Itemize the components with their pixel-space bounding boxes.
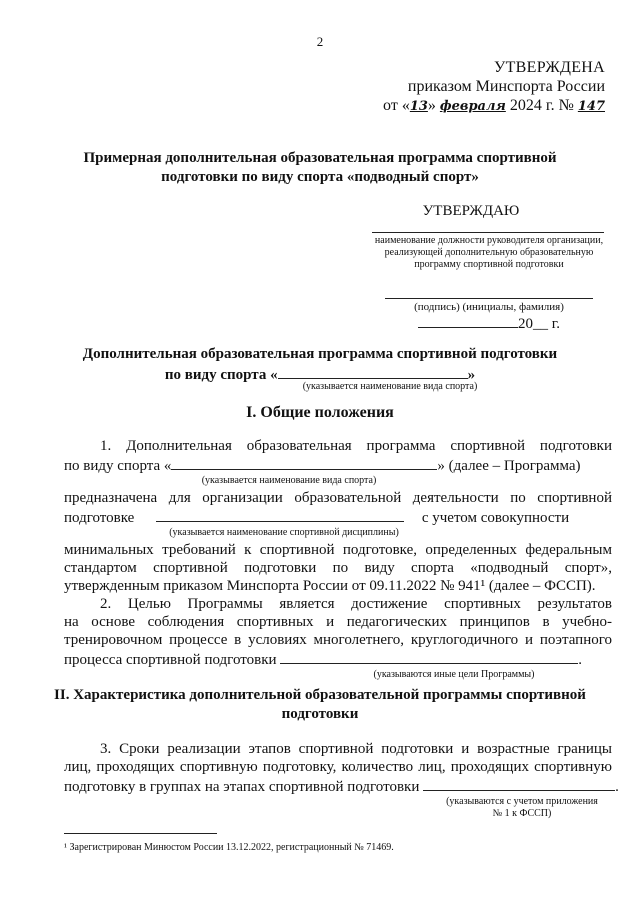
position-caption: наименование должности руководителя организации, реализующей дополнительную образовательную программу спортивной подготовки [374, 235, 604, 270]
approve-heading: УТВЕРЖДАЮ [422, 203, 520, 219]
handwritten-number: 147 [577, 99, 605, 114]
p1-line4-suffix: с учетом совокупности [421, 510, 570, 526]
approval-order-line: приказом Минспорта России [407, 78, 605, 95]
p1-line3: предназначена для организации образовательной деятельности по спортивной [64, 490, 612, 506]
footnote: ¹ Зарегистрирован Минюстом России 13.12.2022, регистрационный № 71469. [64, 842, 394, 853]
section2-heading-line2: подготовки [281, 706, 359, 722]
year-text: 2024 г. № [509, 97, 574, 114]
document-title-line2: подготовки по виду спорта «подводный спорт» [161, 169, 479, 185]
p3-line3-prefix: подготовку в группах на этапах спортивной подготовки [64, 779, 420, 795]
p2-caption: (указываются иные цели Программы) [373, 669, 535, 680]
date-prefix: от « [383, 97, 410, 114]
section1-body [64, 437, 612, 681]
page-number: 2 [316, 34, 324, 49]
approval-stamp [360, 58, 605, 116]
p2-line1: 2. Целью Программы является достижение спортивных результатов [100, 596, 612, 612]
discipline-blank [156, 507, 404, 522]
section2-heading [50, 686, 590, 724]
approve-date [418, 313, 588, 333]
p1-line2 [64, 455, 612, 475]
p2-line4-suffix: . [578, 652, 583, 668]
p1-line1: 1. Дополнительная образовательная программа спортивной подготовки [100, 438, 612, 454]
p1-line2-prefix: по виду спорта « [64, 458, 172, 474]
handwritten-day: 13 [409, 99, 428, 114]
date-blank [418, 313, 518, 328]
signature-caption: (подпись) (инициалы, фамилия) [414, 301, 564, 313]
section2-heading-line1: II. Характеристика дополнительной образовательной программы спортивной [54, 687, 586, 703]
stages-blank [423, 776, 615, 791]
document-title-line1: Примерная дополнительная образовательная программа спортивной [83, 150, 557, 166]
handwritten-month: февраля [439, 99, 506, 114]
sport-name-blank-2 [171, 455, 437, 470]
section2-body [64, 740, 619, 820]
p3-caption1: (указываются с учетом приложения [446, 796, 598, 807]
p2-line4 [64, 649, 612, 669]
program-title-prefix: по виду спорта « [164, 367, 278, 383]
p3-line2: лиц, проходящих спортивную подготовку, количество лиц, проходящих спортивную [64, 759, 612, 775]
program-title [60, 345, 580, 385]
document-title [60, 149, 580, 187]
p3-caption2: № 1 к ФССП) [492, 808, 552, 819]
approval-date-line [360, 96, 605, 116]
p1-line7: утвержденным приказом Минспорта России от 09.11.2022 № 941¹ (далее – ФССП). [64, 578, 596, 594]
sport-name-blank [278, 364, 468, 379]
p2-line4-prefix: процесса спортивной подготовки [64, 652, 277, 668]
p2-line3: тренировочном процессе в условиях многолетнего, круглогодичного и поэтапного [64, 632, 612, 648]
p1-line4 [64, 507, 612, 527]
p3-line1: 3. Сроки реализации этапов спортивной подготовки и возрастные границы [100, 741, 612, 757]
p2-line2: на основе соблюдения спортивных и педагогических принципов в учебно- [64, 614, 612, 630]
sport-name-caption: (указывается наименование вида спорта) [302, 381, 478, 392]
footnote-separator [64, 833, 217, 834]
section1-heading: I. Общие положения [246, 404, 394, 421]
position-line [372, 232, 604, 233]
p1-line6: стандартом спортивной подготовки по виду спорта «подводный спорт», [64, 560, 612, 576]
p1-caption2: (указывается наименование спортивной дисциплины) [169, 527, 399, 538]
p3-line3 [64, 776, 619, 796]
p1-line2-suffix: » (далее – Программа) [437, 458, 581, 474]
date-tail: 20__ г. [518, 316, 560, 332]
program-title-suffix: » [467, 367, 476, 383]
signature-line [385, 298, 593, 299]
p1-line4-prefix: подготовке [64, 510, 135, 526]
approval-heading: УТВЕРЖДЕНА [493, 59, 605, 76]
goals-blank [280, 649, 578, 664]
p3-line3-suffix: . [615, 779, 619, 795]
p1-line5: минимальных требований к спортивной подготовке, определенных федеральным [64, 542, 612, 558]
date-mid: » [427, 97, 436, 114]
program-title-line1: Дополнительная образовательная программа спортивной подготовки [82, 346, 558, 362]
p1-caption1: (указывается наименование вида спорта) [201, 475, 377, 486]
